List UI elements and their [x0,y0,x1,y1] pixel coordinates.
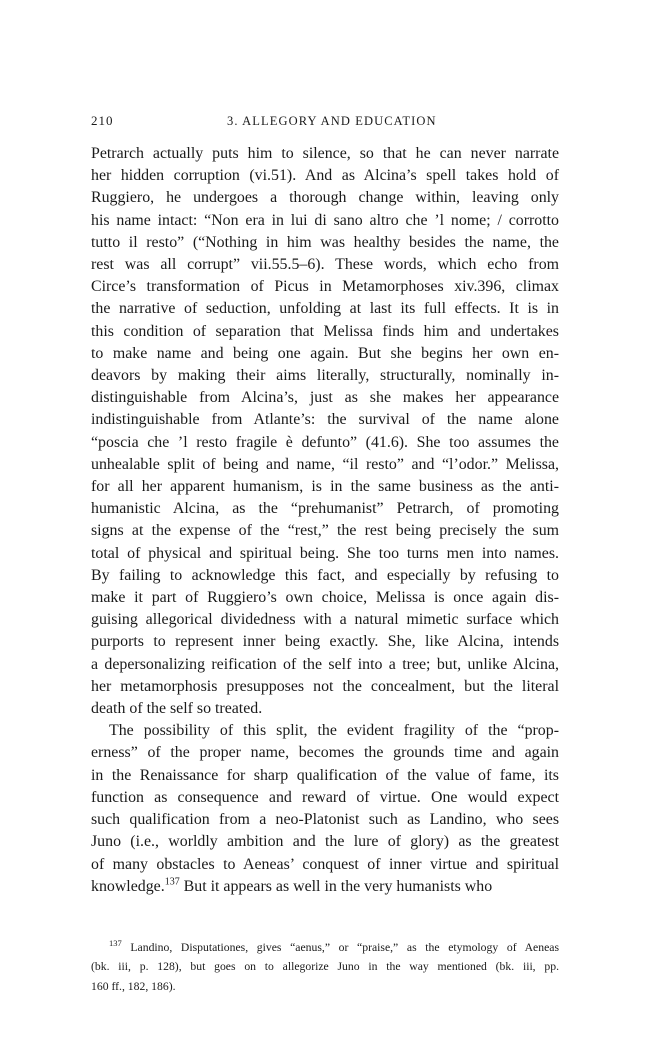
text-line [91,876,559,898]
text-line: make it part of Ruggiero’s own choice, Melissa is once again dis- [91,589,559,607]
text-line: indistinguishable from Atlante’s: the survival of the name alone [91,411,559,429]
text-line: Ruggiero, he undergoes a thorough change within, leaving only [91,189,559,207]
footnote-marker: 137 [109,938,122,949]
running-title: 3. ALLEGORY AND EDUCATION [227,114,437,128]
text-line: purports to represent inner being exactly. She, like Alcina, intends [91,633,559,651]
footnote [91,938,559,997]
footnote-reference: 137 [164,876,180,888]
text-line: erness” of the proper name, becomes the grounds time and again [91,744,559,762]
text-line: of many obstacles to Aeneas’ conquest of inner virtue and spiritual [91,855,559,873]
text-line: total of physical and spiritual being. She too turns men into names. [91,544,559,562]
book-page [91,113,559,996]
text-line: death of the self so treated. [91,700,263,718]
text-line: unhealable split of being and name, “il resto” and “l’odor.” Melissa, [91,455,559,473]
text-line: her metamorphosis presupposes not the concealment, but the literal [91,677,559,695]
text-line: The possibility of this split, the evident fragility of the “prop- [109,722,559,740]
text-line: signs at the expense of the “rest,” the rest being precisely the sum [91,522,559,540]
text-line: “poscia che ’l resto fragile è defunto” (41.6). She too assumes the [91,433,559,451]
text-line: for all her apparent humanism, is in the same business as the anti- [91,478,559,496]
body-text [91,143,559,898]
text-line: function as consequence and reward of virtue. One would expect [91,788,559,806]
text-line: rest was all corrupt” vii.55.5–6). These words, which echo from [91,256,559,274]
running-head [91,113,559,129]
text-fragment: knowledge. [91,877,165,895]
text-line: to make name and being one again. But she begins her own en- [91,344,559,362]
text-line: Petrarch actually puts him to silence, so that he can never narrate [91,145,559,162]
text-line: distinguishable from Alcina’s, just as she makes her appearance [91,389,559,407]
text-line: tutto il resto” (“Nothing in him was healthy besides the name, the [91,233,559,251]
text-line: his name intact: “Non era in lui di sano altro che ’l nome; / corrotto [91,211,559,229]
text-line: a depersonalizing reification of the self into a tree; but, unlike Alcina, [91,655,559,673]
text-line: this condition of separation that Melissa finds him and undertakes [91,322,559,340]
page-number: 210 [91,113,114,128]
text-line: humanistic Alcina, as the “prehumanist” Petrarch, of promoting [91,500,559,518]
text-line: By failing to acknowledge this fact, and especially by refusing to [91,566,559,584]
footnote-line: (bk. iii, p. 128), but goes on to allegorize Juno in the way mentioned (bk. iii, pp. [91,960,559,974]
text-line: guising allegorical dividedness with a natural mimetic surface which [91,611,559,629]
text-line: Juno (i.e., worldly ambition and the lure of glory) as the greatest [91,833,559,851]
text-line: deavors by making their aims literally, structurally, nominally in- [91,367,559,385]
text-line: the narrative of seduction, unfolding at last its full effects. It is in [91,300,559,318]
text-line: Circe’s transformation of Picus in Metamorphoses xiv.396, climax [91,278,559,296]
footnote-text: Landino, Disputationes, gives “aenus,” or “praise,” as the etymology of Aeneas [121,940,559,954]
text-line: her hidden corruption (vi.51). And as Alcina’s spell takes hold of [91,167,559,185]
footnote-line: 160 ff., 182, 186). [91,979,176,993]
text-line: such qualification from a neo-Platonist such as Landino, who sees [91,811,559,829]
footnote-line [91,938,559,958]
text-fragment: But it appears as well in the very humanists who [179,877,493,895]
text-line: in the Renaissance for sharp qualification of the value of fame, its [91,766,559,784]
